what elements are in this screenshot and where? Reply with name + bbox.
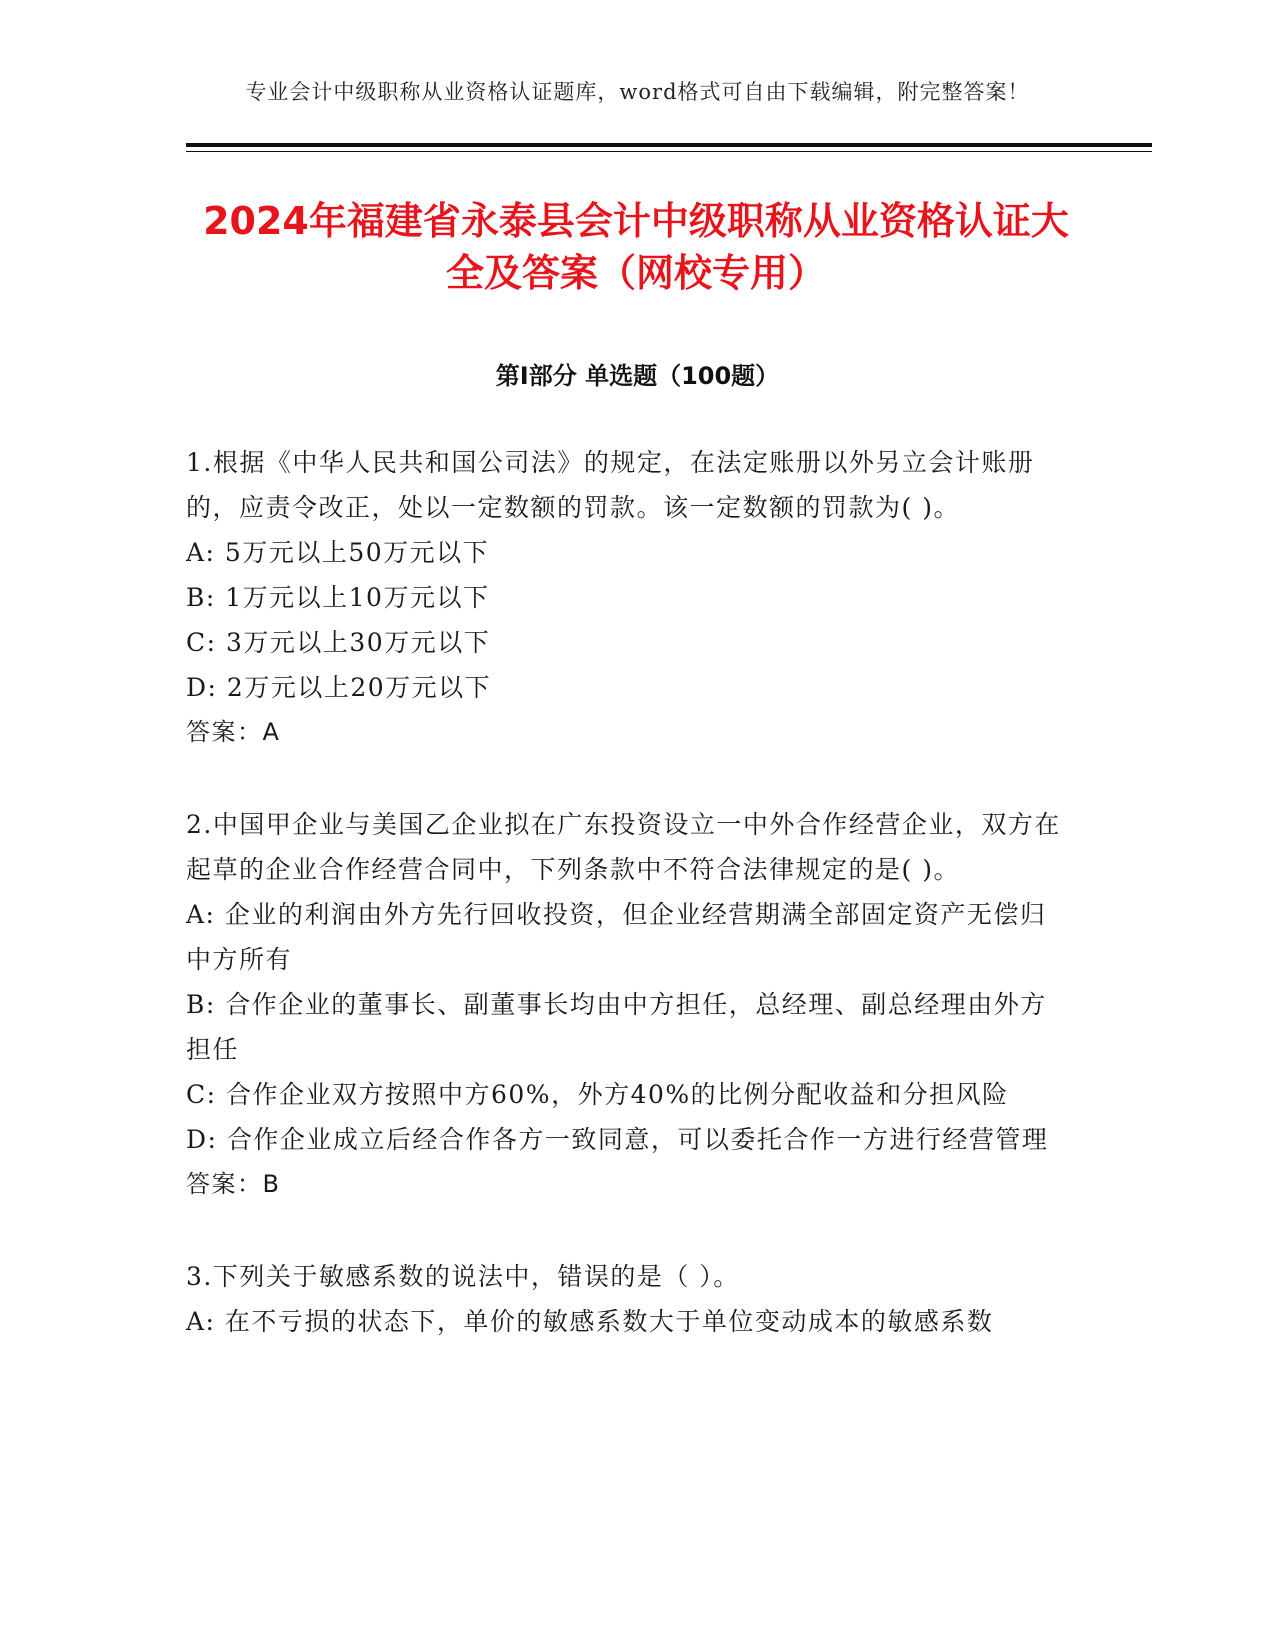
option-a: A: 在不亏损的状态下，单价的敏感系数大于单位变动成本的敏感系数 xyxy=(186,1307,994,1336)
question-text: 3.下列关于敏感系数的说法中，错误的是（ ）。 xyxy=(186,1262,740,1291)
header-rule-thick xyxy=(186,143,1152,147)
document-title: 2024年福建省永泰县会计中级职称从业资格认证大全及答案（网校专用） xyxy=(203,199,1069,295)
answer: 答案：A xyxy=(186,718,281,746)
option-a: A: 5万元以上50万元以下 xyxy=(186,538,490,567)
option-c: C: 合作企业双方按照中方60%，外方40%的比例分配收益和分担风险 xyxy=(186,1080,1009,1109)
question-2 xyxy=(186,802,1066,1207)
question-list xyxy=(186,440,1066,1391)
answer: 答案：B xyxy=(186,1170,281,1198)
question-1 xyxy=(186,440,1066,755)
option-a: A: 企业的利润由外方先行回收投资，但企业经营期满全部固定资产无偿归中方所有 xyxy=(186,900,1047,974)
question-3 xyxy=(186,1254,1066,1344)
option-d: D: 2万元以上20万元以下 xyxy=(186,673,492,702)
section-title: 第Ⅰ部分 单选题（100题） xyxy=(495,362,780,390)
option-d: D: 合作企业成立后经合作各方一致同意，可以委托合作一方进行经营管理 xyxy=(186,1125,1049,1154)
option-b: B: 合作企业的董事长、副董事长均由中方担任，总经理、副总经理由外方担任 xyxy=(186,990,1047,1064)
question-text: 1.根据《中华人民共和国公司法》的规定，在法定账册以外另立会计账册的，应责令改正，处以一定数额的罚款。该一定数额的罚款为( )。 xyxy=(186,448,1035,522)
header-rule-thin xyxy=(186,151,1152,152)
option-c: C: 3万元以上30万元以下 xyxy=(186,628,491,657)
question-text: 2.中国甲企业与美国乙企业拟在广东投资设立一中外合作经营企业，双方在起草的企业合作经营合同中，下列条款中不符合法律规定的是( )。 xyxy=(186,810,1061,884)
option-b: B: 1万元以上10万元以下 xyxy=(186,583,490,612)
header-note: 专业会计中级职称从业资格认证题库，word格式可自由下载编辑，附完整答案！ xyxy=(245,80,1030,104)
